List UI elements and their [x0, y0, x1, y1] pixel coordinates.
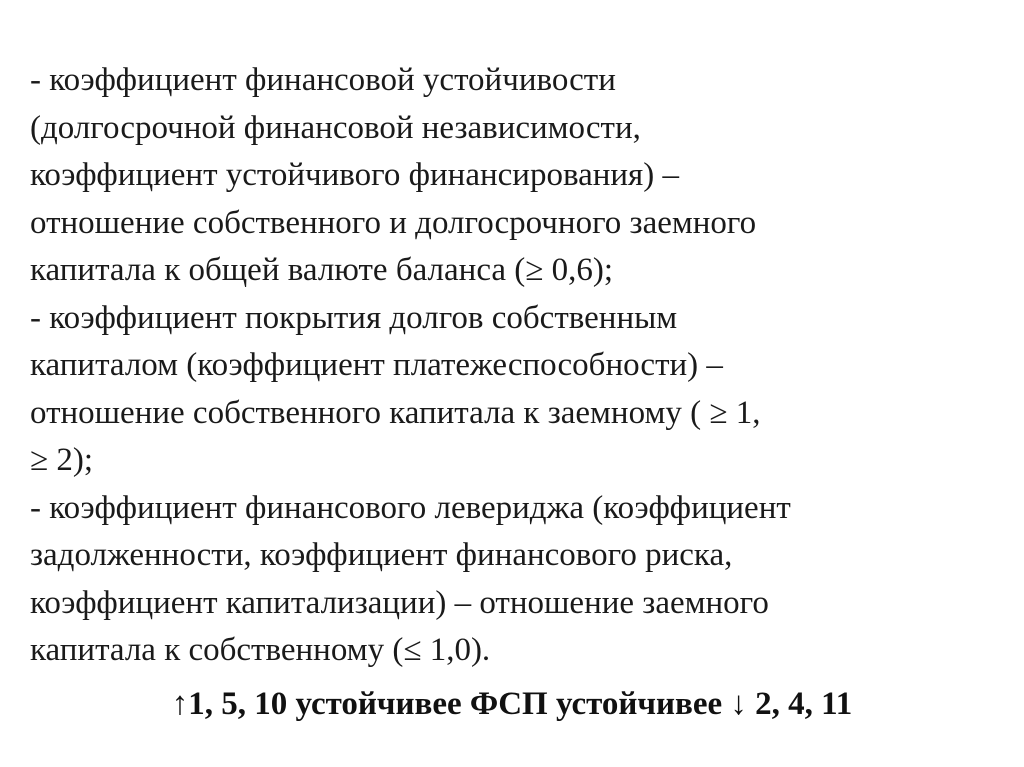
- text-line: отношение собственного капитала к заемному ( ≥ 1,: [30, 394, 761, 431]
- text-line: коэффициент устойчивого финансирования) –: [30, 157, 679, 193]
- text-line: капитала к общей валюте баланса (≥ 0,6);: [30, 252, 614, 288]
- conclusion-line: ↑1, 5, 10 устойчивее ФСП устойчивее ↓ 2, 4, 11: [171, 686, 853, 722]
- text-line: задолженности, коэффициент финансового риска,: [30, 537, 733, 573]
- text-line: капиталом (коэффициент платежеспособности) –: [30, 347, 723, 383]
- text-line: коэффициент капитализации) – отношение заемного: [30, 584, 769, 621]
- text-line: ≥ 2);: [30, 442, 94, 478]
- text-line: - коэффициент финансовой устойчивости: [30, 62, 616, 98]
- paragraph-financial-leverage-ratio: [30, 485, 990, 675]
- paragraph-debt-coverage-ratio: [30, 295, 990, 485]
- text-line: отношение собственного и долгосрочного заемного: [30, 204, 757, 241]
- body-text: [30, 57, 990, 675]
- text-line: капитала к собственному (≤ 1,0).: [30, 632, 491, 668]
- text-line: - коэффициент финансового левериджа (коэффициент: [30, 489, 791, 526]
- text-line: (долгосрочной финансовой независимости,: [30, 109, 641, 146]
- text-line: - коэффициент покрытия долгов собственным: [30, 299, 678, 336]
- paragraph-financial-stability-ratio: [30, 57, 990, 295]
